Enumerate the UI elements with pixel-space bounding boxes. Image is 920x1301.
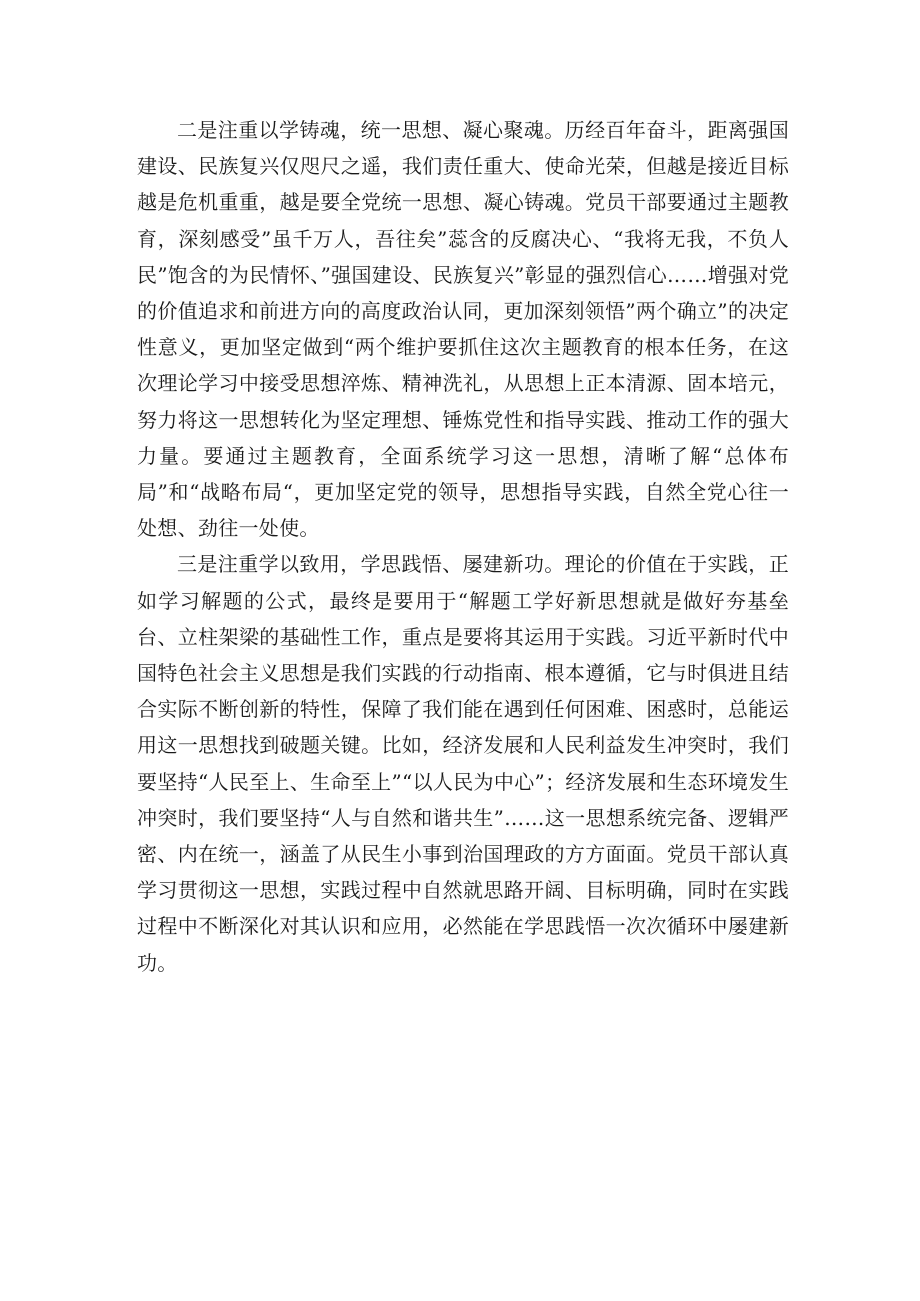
paragraph-study-apply: 三是注重学以致用，学思践悟、屡建新功。理论的价值在于实践，正如学习解题的公式，最终是要用于“解题工学好新思想就是做好夯基垒台、立柱架梁的基础性工作，重点是要将其运用于实践。习近平新时代中国特色社会主义思想是我们实践的行动指南、根本遵循，它与时俱进且结合实际不断创新的特性，保障了我们能在遇到任何困难、困惑时，总能运用这一思想找到破题关键。比如，经济发展和人民利益发生冲突时，我们要坚持“人民至上、生命至上”“以人民为中心”；经济发展和生态环境发生冲突时，我们要坚持“人与自然和谐共生”……这一思想系统完备、逻辑严密、内在统一，涵盖了从民生小事到治国理政的方方面面。党员干部认真学习贯彻这一思想，实践过程中自然就思路开阔、目标明确，同时在实践过程中不断深化对其认识和应用，必然能在学思践悟一次次循环中屡建新功。 — [137, 552, 789, 975]
paragraph-study-soul: 二是注重以学铸魂，统一思想、凝心聚魂。历经百年奋斗，距离强国建设、民族复兴仅咫尺之遥，我们责任重大、使命光荣，但越是接近目标越是危机重重，越是要全党统一思想、凝心铸魂。党员干部要通过主题教育，深刻感受”虽千万人，吾往矣”蕊含的反腐决心、“我将无我，不负人民”饱含的为民情怀、”强国建设、民族复兴”彰显的强烈信心……增强对党的价值追求和前进方向的高度政治认同，更加深刻领悟”两个确立”的决定性意义，更加坚定做到“两个维护要抓住这次主题教育的根本任务，在这次理论学习中接受思想淬炼、精神洗礼，从思想上正本清源、固本培元，努力将这一思想转化为坚定理想、锤炼党性和指导实践、推动工作的强大力量。要通过主题教育，全面系统学习这一思想，清晰了解“总体布局”和“战略布局“，更加坚定党的领导，思想指导实践，自然全党心往一处想、劲往一处使。 — [137, 118, 789, 541]
document-body — [137, 112, 789, 981]
